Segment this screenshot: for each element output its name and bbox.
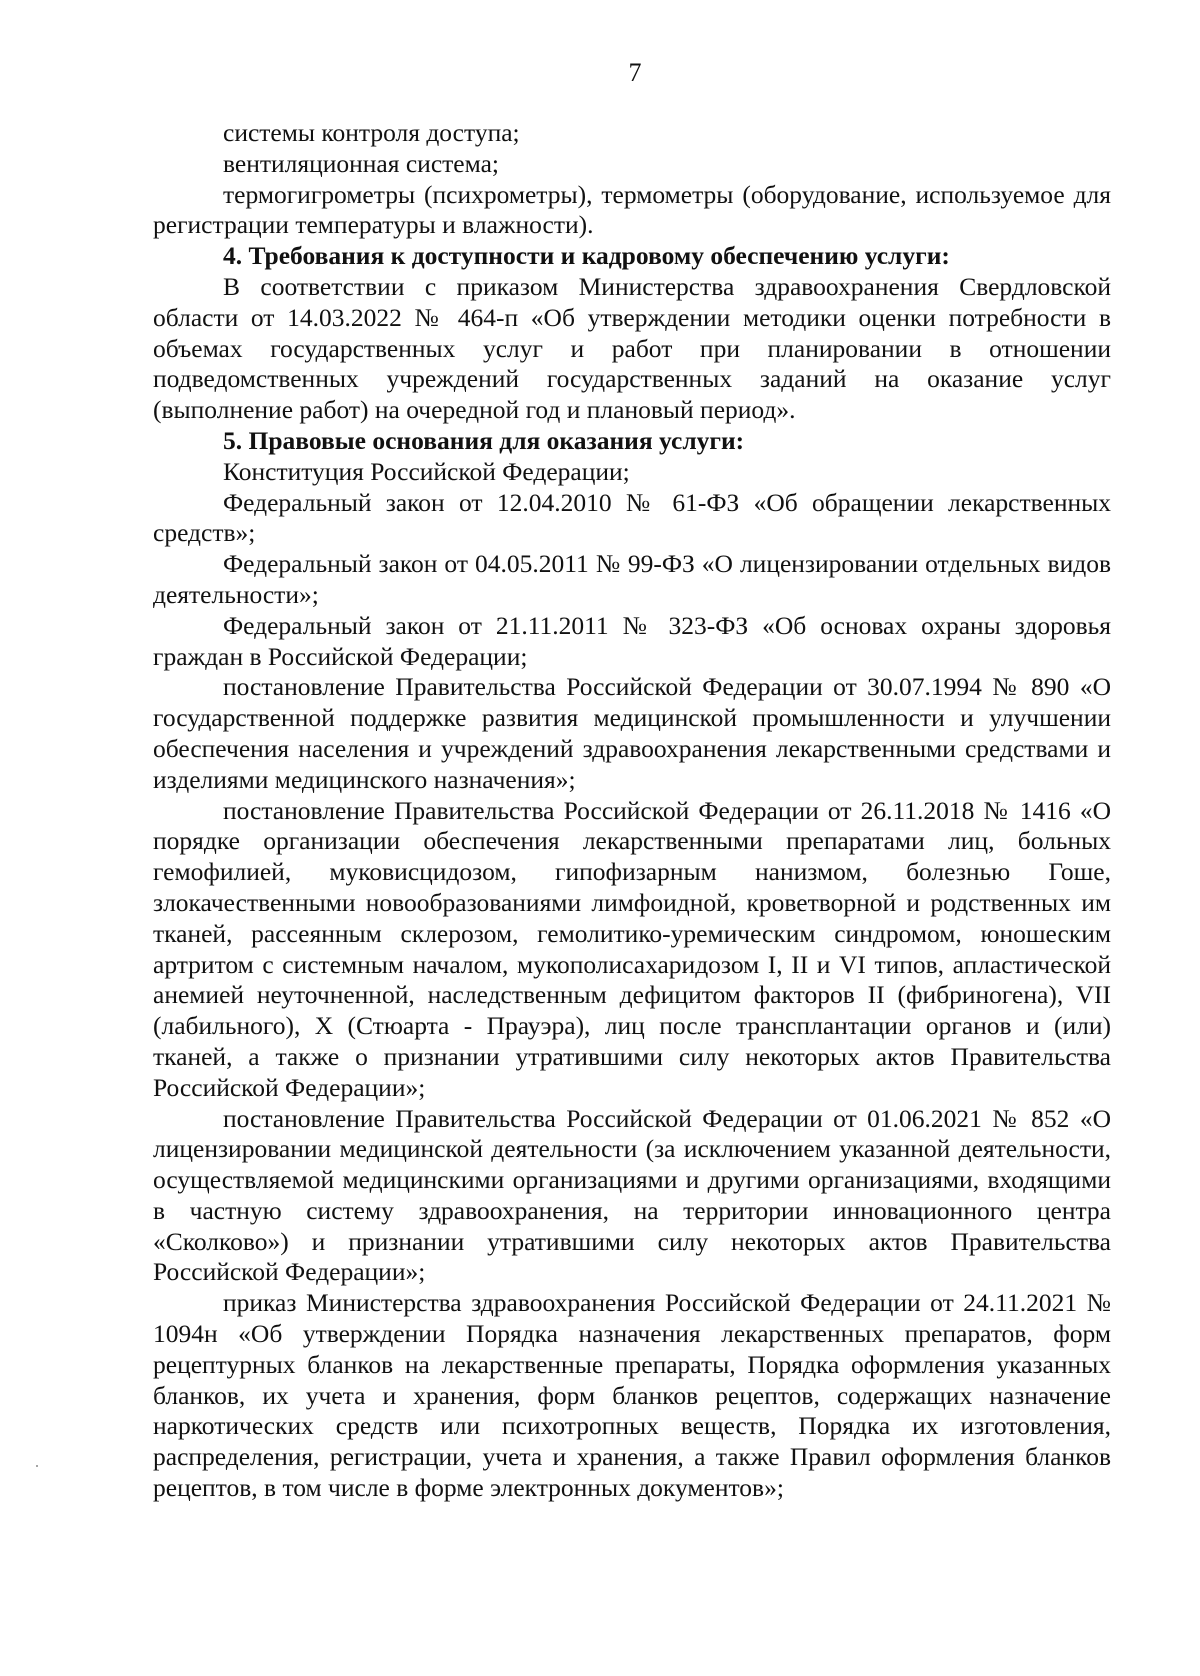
legal-reference: постановление Правительства Российской Федерации от 26.11.2018 № 1416 «О порядке организации обеспечения лекарственными препаратами лиц, больных гемофилией, муковисцидозом, гипофизарным нанизмом, болезнью Гоше, злокачественными новообразованиями лимфоидной, кроветворной и родственных им тканей, рассеянным склерозом, гемолитико-уремическим синдромом, юношеским артритом с системным началом, мукополисахаридозом I, II и VI типов, апластической анемией неуточненной, наследственным дефицитом факторов II (фибриногена), VII (лабильного), X (Стюарта - Прауэра), лиц после трансплантации органов и (или) тканей, а также о признании утратившими силу некоторых актов Правительства Российской Федерации»; — [153, 795, 1111, 1102]
legal-reference: постановление Правительства Российской Федерации от 01.06.2021 № 852 «О лицензировании медицинской деятельности (за исключением указанной деятельности, осуществляемой медицинскими организациями и другими организациями, входящими в частную систему здравоохранения, на территории инновационного центра «Сколково») и признании утратившими силу некоторых актов Правительства Российской Федерации»; — [153, 1103, 1111, 1287]
paragraph: В соответствии с приказом Министерства здравоохранения Свердловской области от 14.03.2022 № 464-п «Об утверждении методики оценки потребности в объемах государственных услуг и работ при планировании в отношении подведомственных учреждений государственных заданий на оказание услуг (выполнение работ) на очередной год и плановый период». — [153, 271, 1111, 425]
legal-reference: Федеральный закон от 21.11.2011 № 323-ФЗ «Об основах охраны здоровья граждан в Российской Федерации; — [153, 610, 1111, 671]
legal-reference: приказ Министерства здравоохранения Российской Федерации от 24.11.2021 № 1094н «Об утверждении Порядка назначения лекарственных препаратов, форм рецептурных бланков на лекарственные препараты, Порядка оформления указанных бланков, их учета и хранения, форм бланков рецептов, содержащих назначение наркотических средств или психотропных веществ, Порядка их изготовления, распределения, регистрации, учета и хранения, а также Правил оформления бланков рецептов, в том числе в форме электронных документов»; — [153, 1288, 1111, 1503]
scan-speck — [36, 1465, 38, 1467]
legal-reference: Федеральный закон от 04.05.2011 № 99-ФЗ «О лицензировании отдельных видов деятельности»; — [153, 549, 1111, 609]
list-item: вентиляционная система; — [223, 148, 499, 178]
legal-reference: Конституция Российской Федерации; — [223, 456, 630, 486]
section-heading-accessibility: 4. Требования к доступности и кадровому обеспечению услуги: — [223, 241, 950, 271]
legal-reference: постановление Правительства Российской Федерации от 30.07.1994 № 890 «О государственной поддержке развития медицинской промышленности и улучшении обеспечения населения и учреждений здравоохранения лекарственными средствами и изделиями медицинского назначения»; — [153, 672, 1111, 794]
list-item: термогигрометры (психрометры), термометры (оборудование, используемое для регистрации температуры и влажности). — [153, 179, 1111, 240]
page-number: 7 — [628, 58, 642, 87]
section-heading-legal-basis: 5. Правовые основания для оказания услуги: — [223, 425, 745, 455]
list-item: системы контроля доступа; — [223, 118, 520, 147]
document-body — [153, 118, 1111, 1504]
legal-reference: Федеральный закон от 12.04.2010 № 61-ФЗ «Об обращении лекарственных средств»; — [153, 487, 1111, 548]
